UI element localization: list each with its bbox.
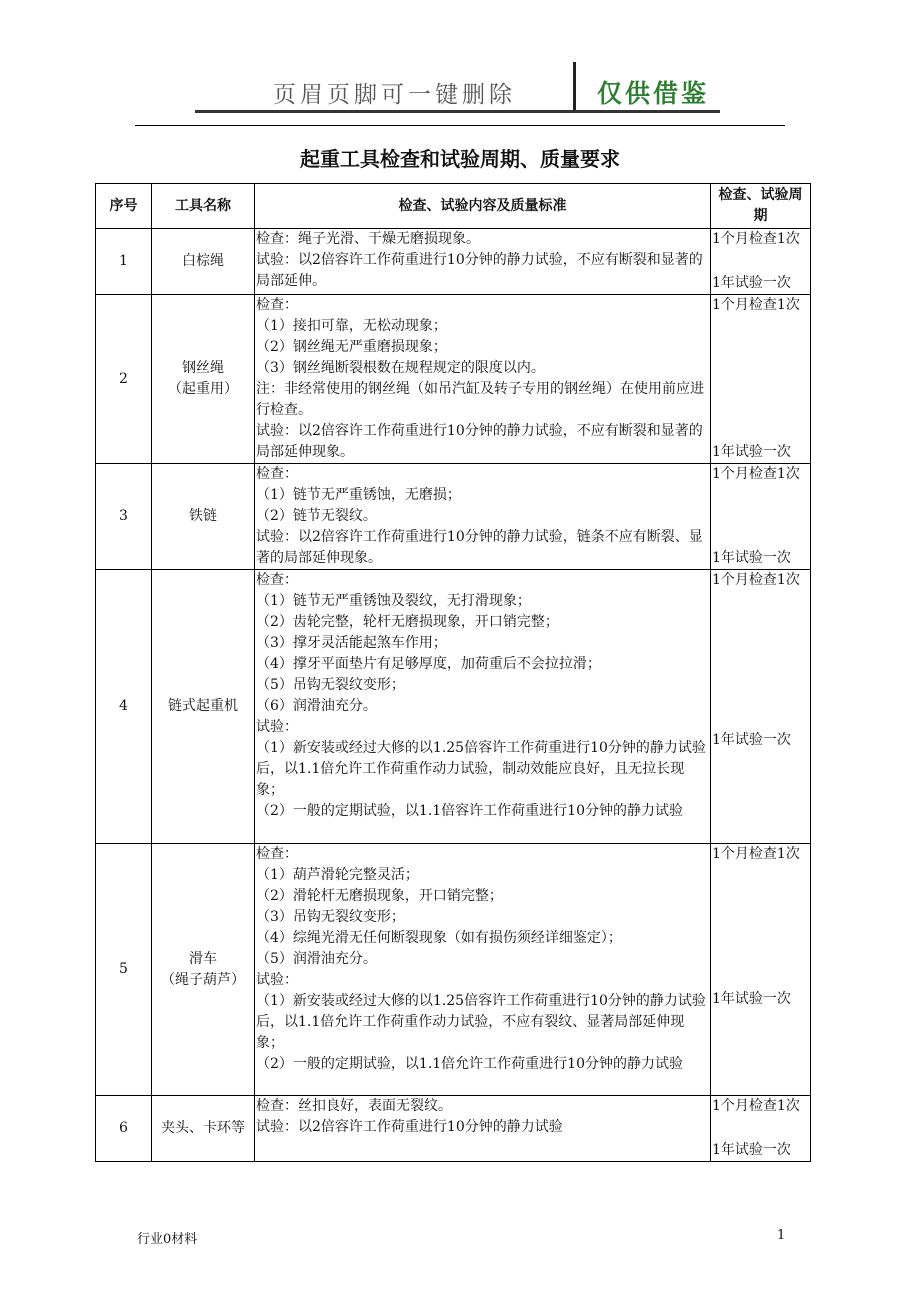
- content-line: （1）葫芦滑轮完整灵活；: [256, 867, 419, 883]
- table-row: [96, 229, 811, 295]
- test-cycle: 1年试验一次: [712, 275, 791, 291]
- row-seq: 5: [96, 844, 152, 1096]
- table-body: [96, 229, 811, 1162]
- row-seq: 6: [96, 1096, 152, 1162]
- inspect-cycle: 1个月检查1次: [712, 572, 800, 588]
- header-right-text: 仅供借鉴: [597, 79, 710, 108]
- row-cycle: [711, 229, 811, 295]
- inspect-cycle: 1个月检查1次: [712, 297, 800, 313]
- row-content: [255, 570, 711, 844]
- tool-name-line: 夹头、卡环等: [161, 1120, 245, 1136]
- content-line: （2）一般的定期试验，以1.1倍容许工作荷重进行10分钟的静力试验: [256, 803, 683, 819]
- content-line: 检查：: [256, 846, 298, 862]
- row-cycle: [711, 570, 811, 844]
- content-line: 试验：以2倍容许工作荷重进行10分钟的静力试验，不应有断裂和显著的局部延伸现象。: [256, 423, 703, 460]
- content-line: 试验：以2倍容许工作荷重进行10分钟的静力试验: [256, 1119, 563, 1135]
- row-seq: 1: [96, 229, 152, 295]
- test-cycle: 1年试验一次: [712, 991, 791, 1007]
- row-content: [255, 464, 711, 570]
- test-cycle: 1年试验一次: [712, 444, 791, 460]
- row-cycle: [711, 295, 811, 464]
- header-banner: [195, 62, 720, 112]
- column-header-cycle: 检查、试验周期: [711, 184, 811, 229]
- content-line: 检查：: [256, 572, 298, 588]
- row-tool-name: [152, 464, 255, 570]
- content-line: （2）链节无裂纹。: [256, 508, 377, 524]
- table-row: [96, 844, 811, 1096]
- row-seq: 2: [96, 295, 152, 464]
- content-line: 试验：以2倍容许工作荷重进行10分钟的静力试验，不应有断裂和显著的局部延伸。: [256, 252, 703, 289]
- row-content: [255, 844, 711, 1096]
- inspect-cycle: 1个月检查1次: [712, 466, 800, 482]
- row-tool-name: [152, 229, 255, 295]
- tool-name-line: 铁链: [189, 508, 217, 524]
- table-row: [96, 570, 811, 844]
- tool-name-line: 钢丝绳: [182, 360, 224, 376]
- content-line: 注：非经常使用的钢丝绳（如吊汽缸及转子专用的钢丝绳）在使用前应进行检查。: [256, 381, 704, 418]
- content-line: 试验：: [256, 972, 298, 988]
- row-cycle: [711, 464, 811, 570]
- content-line: （4）综绳光滑无任何断裂现象（如有损伤须经详细鉴定）；: [256, 930, 622, 946]
- row-cycle: [711, 844, 811, 1096]
- content-line: （3）钢丝绳断裂根数在规程规定的限度以内。: [256, 360, 545, 376]
- inspect-cycle: 1个月检查1次: [712, 1098, 800, 1114]
- tool-name-line: （起重用）: [168, 381, 238, 397]
- footer-left-text: 行业0材料: [137, 1232, 198, 1247]
- content-line: （1）链节无严重锈蚀，无磨损；: [256, 487, 461, 503]
- inspection-table: [95, 183, 811, 1162]
- content-line: （2）一般的定期试验，以1.1倍允许工作荷重进行10分钟的静力试验: [256, 1056, 683, 1072]
- inspect-cycle: 1个月检查1次: [712, 231, 800, 247]
- table-row: [96, 464, 811, 570]
- table-row: [96, 1096, 811, 1162]
- row-content: [255, 229, 711, 295]
- row-seq: 4: [96, 570, 152, 844]
- header-left-text: 页眉页脚可一键删除: [273, 82, 516, 108]
- table-row: [96, 295, 811, 464]
- content-line: （1）新安装或经过大修的以1.25倍容许工作荷重进行10分钟的静力试验后，以1.1倍允许工作荷重作动力试验，不应有裂纹、显著局部延伸现象；: [256, 993, 706, 1051]
- row-tool-name: [152, 570, 255, 844]
- row-content: [255, 295, 711, 464]
- test-cycle: 1年试验一次: [712, 732, 791, 748]
- page-number: 1: [777, 1228, 786, 1243]
- row-seq: 3: [96, 464, 152, 570]
- content-line: 试验：以2倍容许工作荷重进行10分钟的静力试验，链条不应有断裂、显著的局部延伸现象。: [256, 529, 703, 566]
- content-line: （5）吊钩无裂纹变形；: [256, 677, 405, 693]
- content-line: 检查：绳子光滑、干燥无磨损现象。: [256, 231, 480, 247]
- content-line: （6）润滑油充分。: [256, 698, 377, 714]
- header-underline: [195, 110, 720, 113]
- content-line: （4）撑牙平面垫片有足够厚度，加荷重后不会拉拉滑；: [256, 656, 601, 672]
- row-content: [255, 1096, 711, 1162]
- content-line: （1）接扣可靠，无松动现象；: [256, 318, 447, 334]
- content-line: （3）撑牙灵活能起煞车作用；: [256, 635, 447, 651]
- row-tool-name: [152, 1096, 255, 1162]
- content-line: （3）吊钩无裂纹变形；: [256, 909, 405, 925]
- content-line: （1）链节无严重锈蚀及裂纹，无打滑现象；: [256, 593, 531, 609]
- content-line: （2）齿轮完整，轮杆无磨损现象，开口销完整；: [256, 614, 559, 630]
- test-cycle: 1年试验一次: [712, 1142, 791, 1158]
- tool-name-line: 链式起重机: [168, 698, 238, 714]
- column-header-seq: 序号: [96, 184, 152, 229]
- header-rule: [135, 125, 785, 126]
- content-line: 检查：丝扣良好，表面无裂纹。: [256, 1098, 452, 1114]
- content-line: 检查：: [256, 297, 298, 313]
- content-line: （2）钢丝绳无严重磨损现象；: [256, 339, 447, 355]
- row-cycle: [711, 1096, 811, 1162]
- column-header-tool: 工具名称: [152, 184, 255, 229]
- test-cycle: 1年试验一次: [712, 550, 791, 566]
- inspect-cycle: 1个月检查1次: [712, 846, 800, 862]
- content-line: 试验：: [256, 719, 298, 735]
- header-separator: [573, 62, 576, 110]
- content-line: （5）润滑油充分。: [256, 951, 377, 967]
- tool-name-line: 滑车: [189, 950, 217, 967]
- content-line: （2）滑轮杆无磨损现象，开口销完整；: [256, 888, 503, 904]
- document-title: 起重工具检查和试验周期、质量要求: [300, 147, 620, 171]
- tool-name-line: （绳子葫芦）: [161, 971, 245, 988]
- row-tool-name: [152, 844, 255, 1096]
- row-tool-name: [152, 295, 255, 464]
- content-line: 检查：: [256, 466, 298, 482]
- table-header-row: [96, 184, 811, 229]
- column-header-content: 检查、试验内容及质量标准: [255, 184, 711, 229]
- tool-name-line: 白棕绳: [182, 253, 224, 269]
- content-line: （1）新安装或经过大修的以1.25倍容许工作荷重进行10分钟的静力试验后，以1.1倍允许工作荷重作动力试验，制动效能应良好，且无拉长现象；: [256, 740, 706, 798]
